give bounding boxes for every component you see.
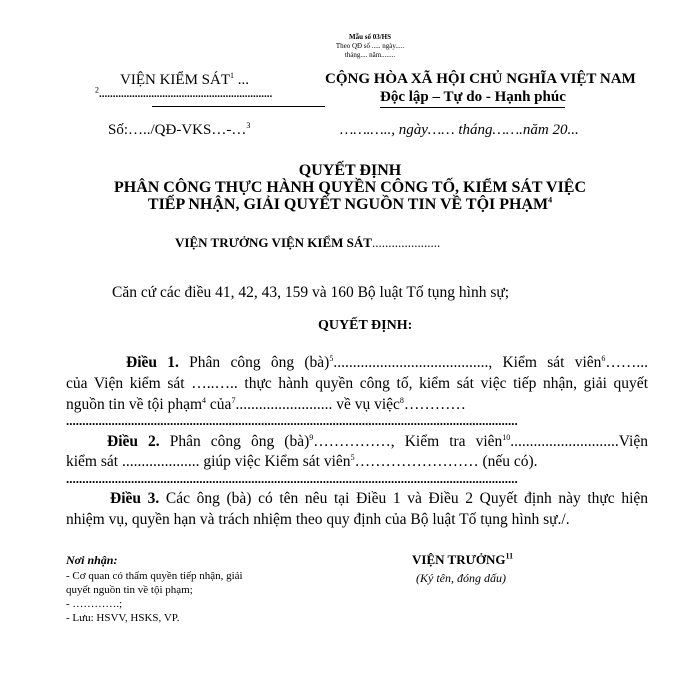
signature-title: VIỆN TRƯỞNG$^{11}$ — [412, 551, 514, 567]
agency-name: VIỆN KIỂM SÁT$^1$ ... — [120, 71, 249, 88]
country-name: CỘNG HÒA XÃ HỘI CHỦ NGHĨA VIỆT NAM — [325, 71, 636, 87]
recipient-item: - ………….; — [66, 598, 123, 610]
article3-line2: nhiệm vụ, quyền hạn và trách nhiệm theo quy định của Bộ luật Tố tụng hình sự./. — [66, 511, 570, 528]
article3-line1: Điều 3. Các ông (bà) có tên nêu tại Điều 1 và Điều 2 Quyết định này thực hiện — [110, 490, 649, 507]
recipient-item: quyết nguồn tin về tội phạm; — [66, 584, 193, 596]
dots-line-1: ........................................................................................................................................... — [66, 413, 518, 428]
dots-line-2: ........................................................................................................................................... — [66, 471, 518, 486]
form-code-line2: Theo QĐ số ..... ngày..... — [335, 42, 405, 50]
article2-line2: kiểm sát .................... giúp việc Kiểm sát viên$^5$…………………… (nếu có). — [66, 452, 538, 470]
form-code — [325, 33, 415, 60]
title-line1: QUYẾT ĐỊNH — [298, 162, 402, 179]
issuer: VIỆN TRƯỞNG VIỆN KIỂM SÁT..................... — [175, 235, 441, 250]
legal-basis: Căn cứ các điều 41, 42, 43, 159 và 160 Bộ luật Tố tụng hình sự; — [112, 284, 510, 301]
article1-line3: nguồn tin về tội phạm$^4$ của$^7$......................... về vụ việc$^8$………… — [66, 395, 466, 413]
article1-line1: Điều 1. Phân công ông (bà)$^5$........................................, Kiểm sát viên$^6$……... — [126, 353, 649, 371]
document-date: …….….., ngày…… tháng…….năm 20... — [340, 122, 579, 138]
recipients — [66, 553, 243, 625]
form-code-line1: Mẫu số 03/HS — [348, 33, 391, 41]
title-line3: TIẾP NHẬN, GIẢI QUYẾT NGUỒN TIN VỀ TỘI PHẠM$^4$ — [147, 195, 553, 213]
recipient-item: - Lưu: HSVV, HSKS, VP. — [66, 612, 180, 624]
recipients-heading: Nơi nhận: — [66, 553, 118, 567]
title-line2: PHÂN CÔNG THỰC HÀNH QUYỀN CÔNG TỐ, KIỂM SÁT VIỆC — [113, 179, 587, 196]
decision-heading: QUYẾT ĐỊNH: — [318, 318, 413, 333]
signature-note: (Ký tên, đóng dấu) — [416, 571, 506, 585]
sub-agency: $^2$............................................................... — [95, 85, 273, 100]
document-number: Số:…../QĐ-VKS…-…$^3$ — [108, 121, 251, 138]
form-code-line3: tháng.... năm........ — [344, 51, 396, 59]
article1-line2: của Viện kiểm sát …..….. thực hành quyền công tố, kiểm sát việc tiếp nhận, giải quyết — [66, 375, 648, 392]
motto-underline — [380, 107, 565, 108]
article2-line1: Điều 2. Phân công ông (bà)$^9$……………, Kiểm tra viên$^{10}$............................Viện — [107, 432, 648, 450]
recipient-item: - Cơ quan có thẩm quyền tiếp nhận, giải — [66, 570, 243, 582]
agency-underline — [152, 106, 325, 107]
motto: Độc lập – Tự do - Hạnh phúc — [380, 89, 566, 105]
